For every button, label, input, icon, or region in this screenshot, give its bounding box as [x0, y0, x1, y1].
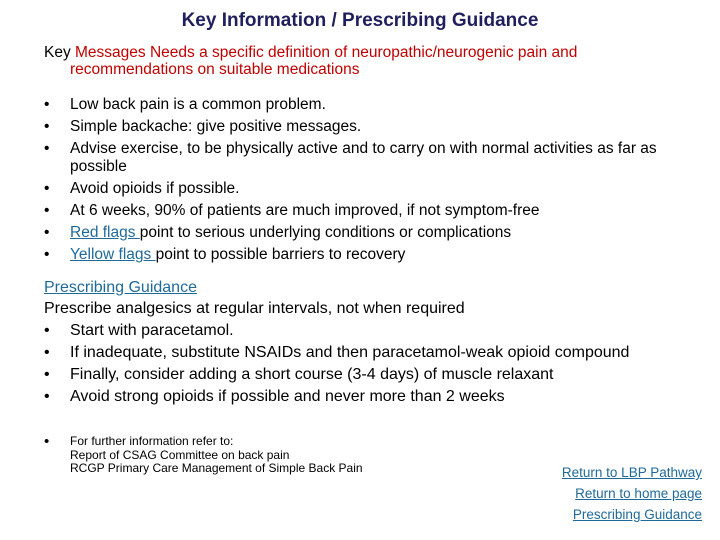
return-home-link[interactable]: Return to home page: [575, 486, 702, 501]
red-flags-link[interactable]: Red flags: [70, 224, 140, 241]
key-points-list: [44, 96, 694, 268]
list-item: • At 6 weeks, 90% of patients are much improved, if not symptom-free: [44, 202, 540, 219]
bullet: •: [44, 246, 50, 263]
bullet: •: [44, 140, 50, 157]
further-info-list: [44, 435, 504, 476]
key-messages-text-2: recommendations on suitable medications: [70, 61, 360, 78]
prescribing-intro: Prescribe analgesics at regular intervals, not when required: [44, 300, 465, 317]
bullet: •: [44, 202, 50, 219]
key-messages-label: Key: [44, 44, 76, 61]
bullet: •: [44, 388, 50, 405]
prescribing-guidance-heading-link[interactable]: Prescribing Guidance: [44, 279, 197, 296]
list-item: • Avoid strong opioids if possible and never more than 2 weeks: [44, 388, 505, 405]
prescribing-guidance-link[interactable]: Prescribing Guidance: [572, 507, 702, 522]
bullet: •: [44, 118, 50, 135]
list-item: • Finally, consider adding a short course (3-4 days) of muscle relaxant: [44, 366, 554, 383]
return-lbp-pathway-link[interactable]: Return to LBP Pathway: [561, 465, 702, 480]
list-item: • Avoid opioids if possible.: [44, 180, 240, 197]
bullet: •: [44, 366, 50, 383]
list-item: • Yellow flags point to possible barriers to recovery: [44, 246, 406, 263]
key-messages: [44, 44, 704, 78]
list-item: • Advise exercise, to be physically active and to carry on with normal activities as far as possible: [44, 140, 657, 175]
nav-links: [562, 462, 702, 525]
yellow-flags-link[interactable]: Yellow flags: [70, 246, 156, 263]
bullet: •: [44, 224, 50, 241]
bullet: •: [44, 433, 50, 450]
list-item: • Start with paracetamol.: [44, 322, 234, 339]
list-item: • Simple backache: give positive messages.: [44, 118, 362, 135]
bullet: •: [44, 180, 50, 197]
page-title: Key Information / Prescribing Guidance: [181, 10, 539, 31]
bullet: •: [44, 344, 50, 361]
key-messages-text-1: Needs a specific definition of neuropathic/neurogenic pain and: [145, 44, 578, 61]
list-item: • If inadequate, substitute NSAIDs and then paracetamol-weak opioid compound: [44, 344, 630, 361]
further-info-line-2: Report of CSAG Committee on back pain: [70, 447, 290, 462]
bullet: •: [44, 322, 50, 339]
list-item: [44, 435, 504, 476]
key-messages-label-red: Messages: [75, 44, 146, 61]
further-info-line-1: For further information refer to:: [70, 434, 234, 448]
bullet: •: [44, 96, 50, 113]
further-info-line-3: RCGP Primary Care Management of Simple Back Pain: [70, 461, 363, 475]
prescribing-list: [44, 321, 694, 409]
list-item: • Low back pain is a common problem.: [44, 96, 326, 113]
list-item: • Red flags point to serious underlying conditions or complications: [44, 224, 512, 241]
